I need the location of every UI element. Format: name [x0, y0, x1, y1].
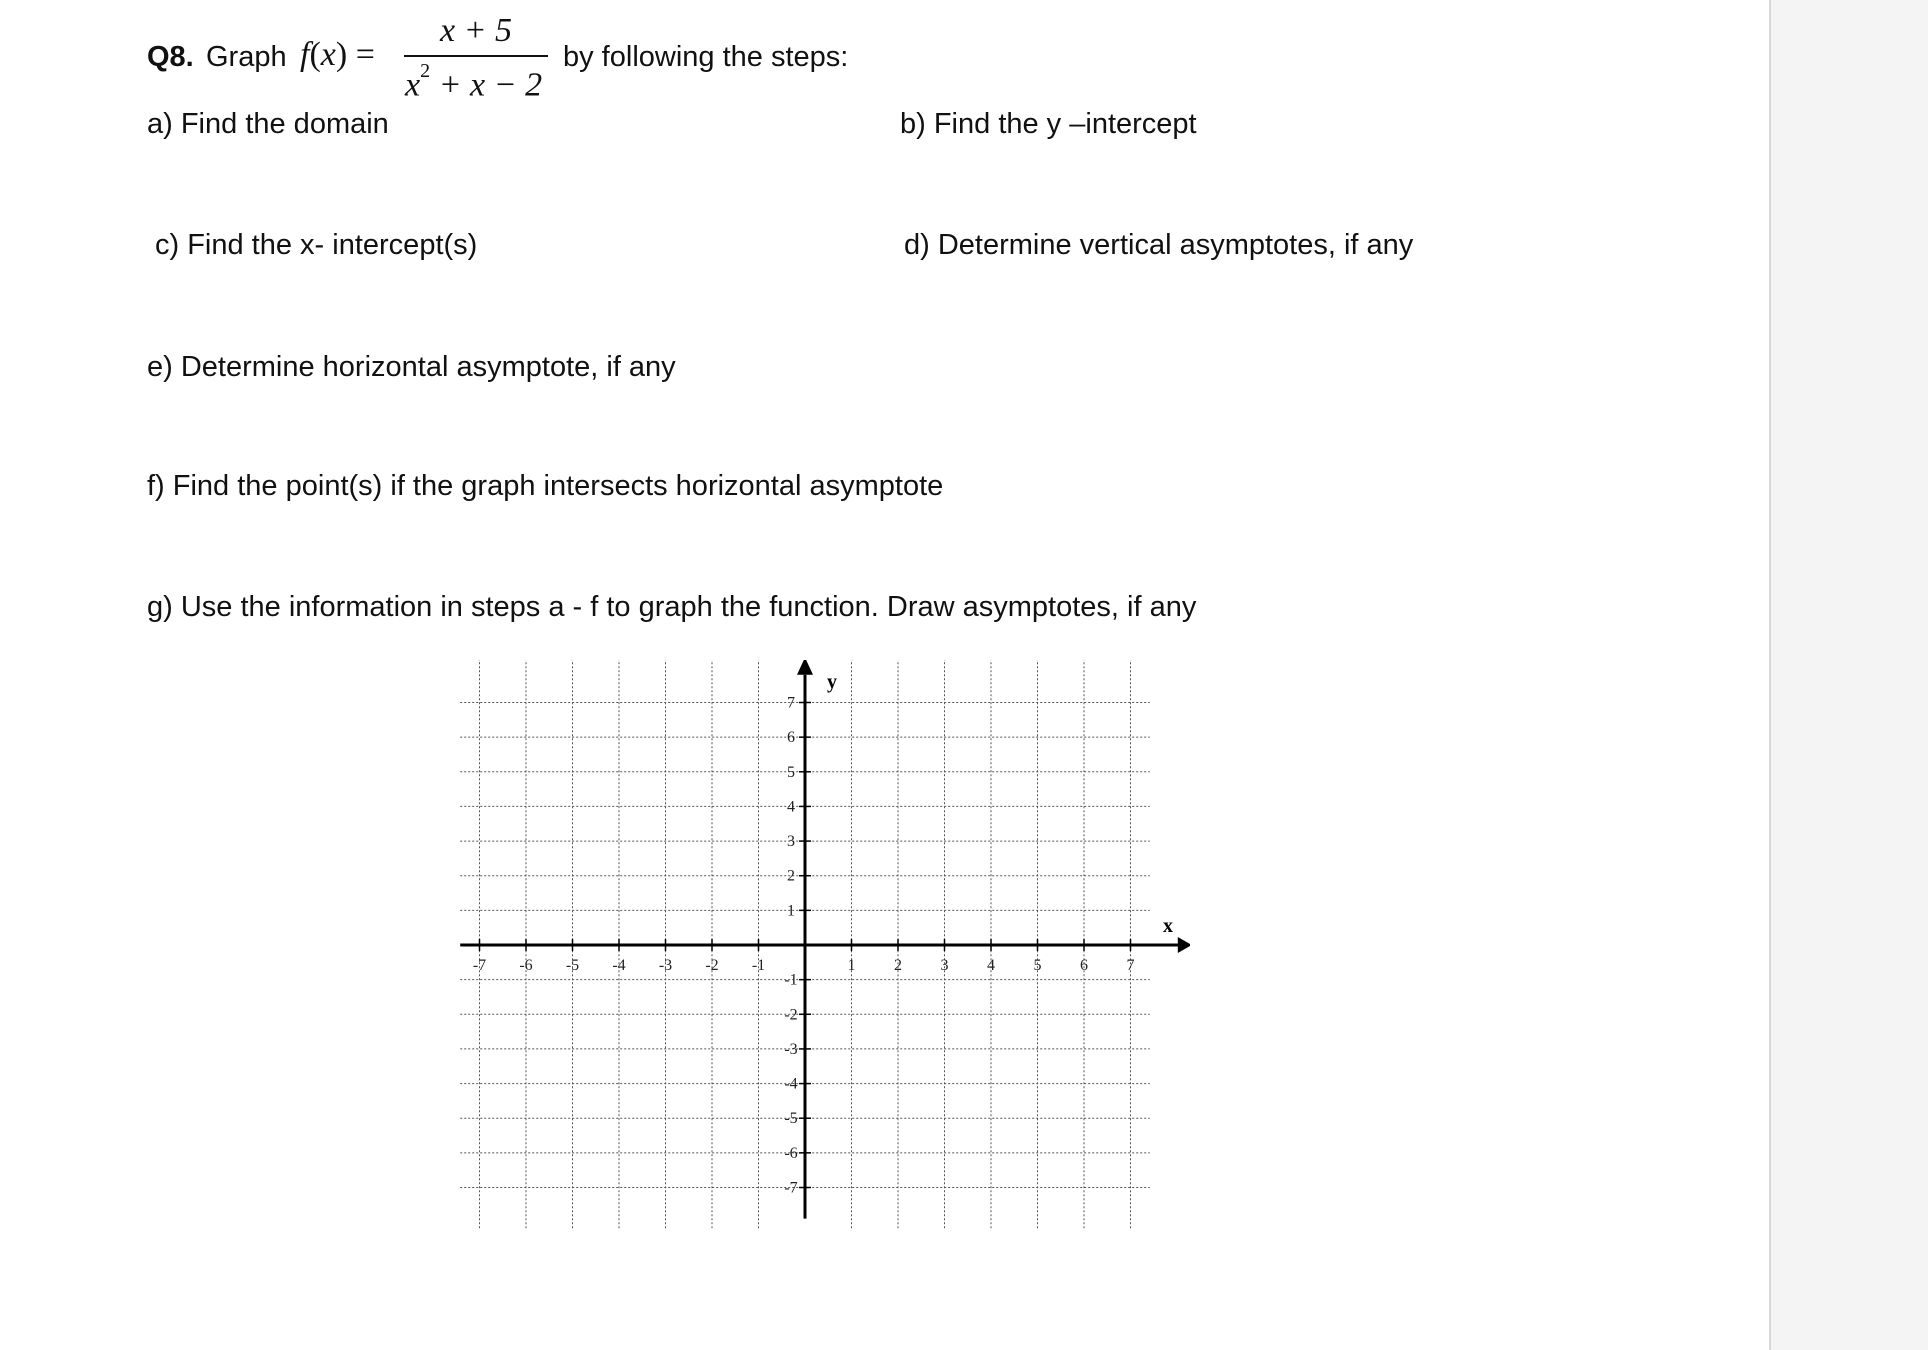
right-side-panel [1769, 0, 1928, 1350]
step-g-graph-instruction: g) Use the information in steps a - f to graph the function. Draw asymptotes, if any [147, 591, 1197, 623]
x-tick-label: 5 [1033, 957, 1042, 974]
x-axis-label: x [1163, 915, 1173, 937]
function-variable: x [320, 36, 336, 73]
question-tail: by following the steps: [563, 41, 849, 73]
x-tick-label: 3 [940, 957, 949, 974]
step-d-vertical-asymptotes: d) Determine vertical asymptotes, if any [904, 229, 1414, 261]
step-b-y-intercept: b) Find the y –intercept [900, 108, 1197, 140]
y-tick-label: 2 [787, 867, 795, 885]
y-tick-label: 6 [787, 729, 795, 747]
y-tick-label: 4 [787, 798, 795, 816]
y-tick-label: -4 [784, 1075, 798, 1093]
x-tick-label: -2 [705, 957, 719, 974]
y-axis-arrow [797, 660, 813, 675]
y-tick-label: -6 [784, 1144, 798, 1162]
y-tick-label: 3 [787, 833, 795, 851]
coordinate-grid [420, 660, 1190, 1230]
x-tick-label: 4 [987, 957, 995, 974]
function-name: f [300, 36, 310, 73]
denominator-x: x [405, 66, 421, 104]
question-instruction-word: Graph [206, 41, 287, 73]
x-tick-label: 6 [1080, 957, 1088, 974]
x-axis-arrow [1178, 937, 1190, 953]
x-tick-label: 1 [847, 957, 856, 974]
step-c-x-intercepts: c) Find the x- intercept(s) [155, 229, 478, 261]
y-tick-label: -1 [784, 971, 798, 989]
y-tick-label: -3 [784, 1040, 798, 1058]
y-tick-label: -7 [784, 1179, 798, 1197]
step-f-intersection-points: f) Find the point(s) if the graph intersects horizontal asymptote [147, 470, 944, 502]
y-tick-label: 5 [787, 763, 795, 781]
x-tick-label: -3 [658, 957, 673, 974]
step-a-domain: a) Find the domain [147, 108, 389, 140]
axes [460, 660, 1190, 1219]
fraction-bar [404, 55, 548, 57]
x-tick-label: -4 [612, 957, 626, 974]
denominator-power: 2 [420, 60, 431, 82]
x-tick-label: 7 [1126, 957, 1135, 974]
x-tick-label: -7 [472, 957, 487, 974]
x-tick-label: -6 [519, 957, 533, 974]
y-axis-label: y [827, 671, 837, 693]
y-tick-label: -2 [784, 1006, 798, 1024]
y-tick-label: 1 [787, 902, 795, 920]
fraction-denominator [405, 60, 543, 104]
y-tick-label: 7 [787, 694, 795, 712]
function-open-paren: ( [309, 36, 321, 73]
function-lhs [300, 36, 375, 74]
y-tick-label: -5 [784, 1110, 798, 1128]
function-equals: ) = [335, 36, 375, 73]
step-e-horizontal-asymptote: e) Determine horizontal asymptote, if any [147, 351, 676, 383]
x-tick-label: -1 [751, 957, 766, 974]
fraction-numerator: x + 5 [440, 12, 513, 49]
x-tick-label: -5 [565, 957, 580, 974]
denominator-rest: + x − 2 [438, 66, 543, 104]
x-tick-label: 2 [894, 957, 902, 974]
question-number: Q8. [147, 41, 194, 73]
